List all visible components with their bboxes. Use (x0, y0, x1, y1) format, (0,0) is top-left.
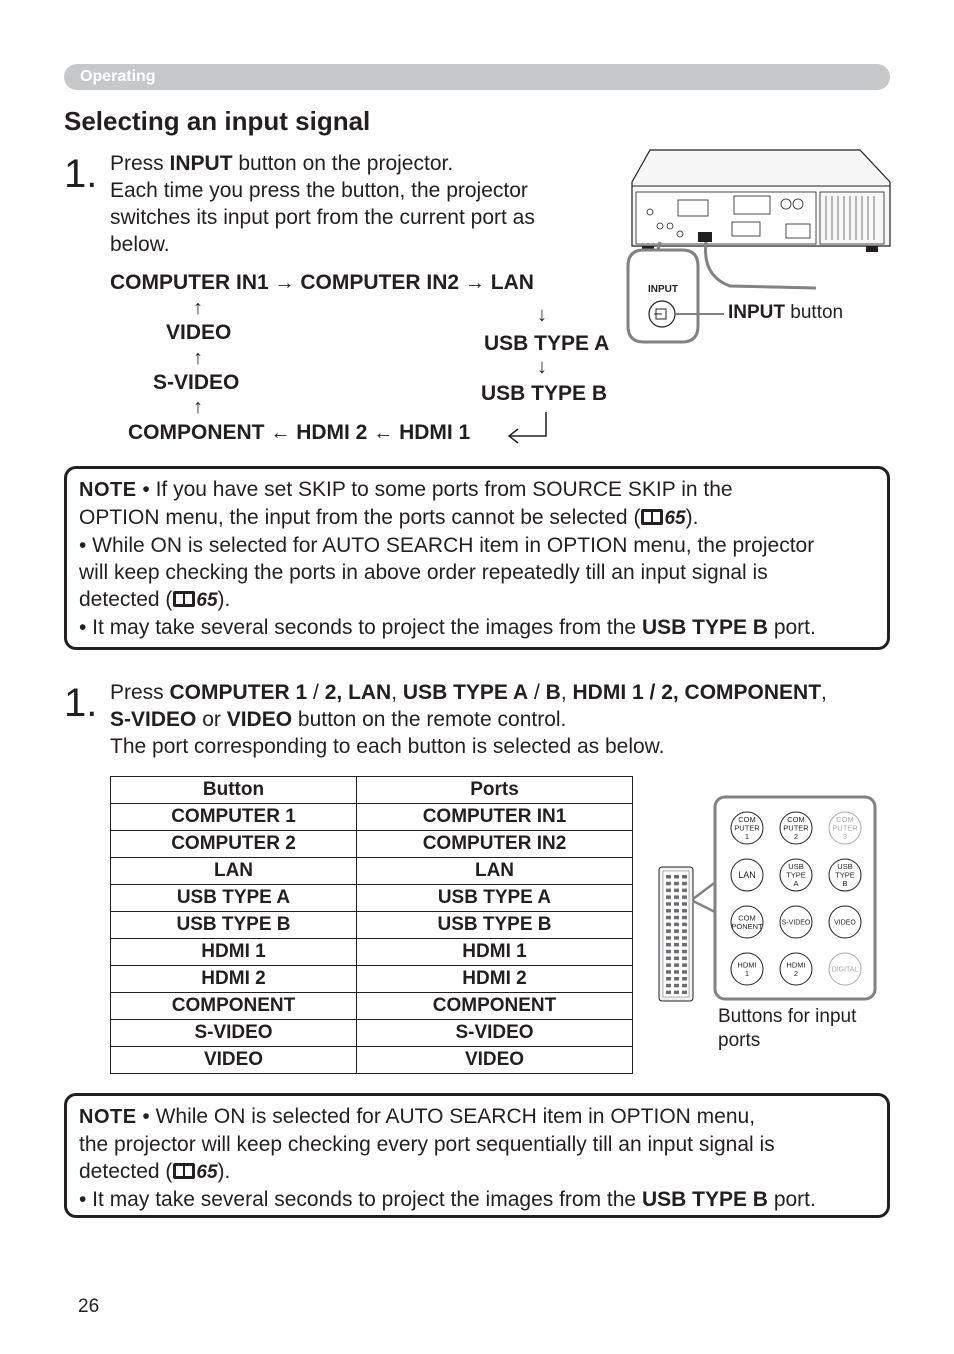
button-cell: USB TYPE B (111, 912, 357, 939)
note2-text: • It may take several seconds to project the images from the (79, 1188, 642, 1211)
flow-usb-b: USB TYPE B (481, 382, 608, 405)
flow-hdmi1: HDMI 1 (399, 421, 471, 444)
port-cell: HDMI 2 (357, 966, 633, 993)
mini-remote-key (682, 902, 687, 906)
mini-remote-key (682, 923, 687, 927)
input-key-label: INPUT (648, 284, 678, 295)
mini-remote-key (666, 923, 671, 927)
down-arrow-icon: ↓ (537, 356, 547, 378)
mini-remote-key (682, 936, 687, 940)
mini-remote-key (666, 916, 671, 920)
flow-row-bottom (128, 421, 470, 445)
table-row (111, 993, 633, 1020)
button-cell: USB TYPE A (111, 885, 357, 912)
step1-line4: below. (110, 233, 170, 256)
remote-button-label: COM (787, 815, 805, 825)
remote-button-label: 1 (744, 832, 750, 842)
mini-remote-key (674, 875, 679, 879)
mini-remote-key (666, 882, 671, 886)
right-arrow-icon: → (274, 272, 295, 294)
note2-text: • While ON is selected for AUTO SEARCH item in OPTION menu, (136, 1105, 756, 1128)
mini-remote-key (674, 977, 679, 981)
remote-button-label: PUTER (832, 823, 858, 833)
note2-text: detected ( (79, 1160, 173, 1183)
step-number: 1. (64, 681, 98, 725)
mini-remote-key (666, 957, 671, 961)
input-caption-rest: button (785, 302, 844, 323)
mini-remote-key (666, 943, 671, 947)
note1-text: • If you have set SKIP to some ports from SOURCE SKIP in the (136, 478, 733, 501)
section-header-bar (64, 64, 890, 90)
mini-remote-key (666, 950, 671, 954)
remote-button-label: HDMI (737, 960, 757, 970)
right-arrow-icon: → (464, 272, 485, 294)
mini-remote-key (666, 889, 671, 893)
table-header-cell: Ports (357, 777, 633, 804)
remote-button-label: S-VIDEO (781, 919, 811, 927)
return-arrow-icon (506, 410, 550, 446)
mini-remote-key (666, 977, 671, 981)
mini-remote-key (682, 889, 687, 893)
step2-bold: COMPUTER 1 (169, 681, 308, 704)
button-cell: HDMI 2 (111, 966, 357, 993)
step1-text-a: Press (110, 152, 170, 175)
mini-remote-key (674, 882, 679, 886)
input-button-caption (728, 302, 843, 324)
note2-text: the projector will keep checking every port sequentially till an input signal is (79, 1133, 775, 1156)
note1-bold: USB TYPE B (641, 616, 768, 639)
mini-remote-key (682, 984, 687, 988)
note1-text: OPTION menu, the input from the ports cannot be selected ( (79, 506, 641, 529)
down-arrow-icon: ↓ (537, 304, 547, 326)
step2-text (110, 679, 900, 760)
remote-button-label: PONENT (731, 921, 763, 931)
step2-bold: VIDEO (226, 708, 293, 731)
flow-component: COMPONENT (128, 421, 265, 444)
step2-text: button on the remote control. (292, 708, 567, 731)
step2-text: , (560, 681, 573, 704)
input-bold: INPUT (169, 152, 233, 175)
mini-remote-key (682, 882, 687, 886)
remote-button-label: PUTER (734, 823, 760, 833)
mini-remote-key (666, 936, 671, 940)
mini-remote-key (674, 909, 679, 913)
mini-remote-key (666, 909, 671, 913)
remote-button-label: 1 (744, 968, 750, 978)
table-row (111, 1047, 633, 1074)
step2-text: , (391, 681, 403, 704)
table-row (111, 966, 633, 993)
mini-remote-key (674, 963, 679, 967)
section-header-label: Operating (80, 68, 156, 85)
flow-usb-a: USB TYPE A (484, 332, 610, 355)
mini-remote-key (682, 970, 687, 974)
table-header-row (111, 777, 633, 804)
mini-remote-key (682, 875, 687, 879)
mini-remote-key (682, 950, 687, 954)
note2-text: port. (767, 1188, 816, 1211)
button-cell: COMPUTER 2 (111, 831, 357, 858)
step2-text: / (528, 681, 546, 704)
step2-text: , (821, 681, 827, 704)
remote-button-label: PUTER (783, 823, 809, 833)
mini-remote-key (682, 963, 687, 967)
port-cell: USB TYPE A (357, 885, 633, 912)
mini-remote-key (674, 970, 679, 974)
port-cell: VIDEO (357, 1047, 633, 1074)
remote-button-label: B (842, 879, 848, 889)
step2-bold: USB TYPE A (402, 681, 529, 704)
mini-remote-key (666, 984, 671, 988)
remote-caption (718, 1005, 856, 1053)
port-cell: LAN (357, 858, 633, 885)
mini-remote-key (666, 902, 671, 906)
book-reference-icon (640, 508, 664, 526)
note-box (64, 1093, 890, 1218)
left-arrow-icon: ← (373, 422, 394, 444)
step1-text (110, 150, 590, 258)
remote-button-label: USB (788, 862, 804, 872)
book-reference-icon (172, 1162, 196, 1180)
remote-button-label: USB (837, 862, 853, 872)
remote-button-label: A (793, 879, 799, 889)
remote-button-label: VIDEO (834, 919, 856, 927)
port-cell: COMPONENT (357, 993, 633, 1020)
remote-button-label: COM (738, 815, 756, 825)
page-reference: 65 (196, 590, 218, 611)
page-number: 26 (78, 1296, 100, 1317)
port-cell: COMPUTER IN2 (357, 831, 633, 858)
table-row (111, 858, 633, 885)
up-arrow-icon: ↑ (193, 297, 203, 319)
step1-line3: switches its input port from the current port as (110, 206, 535, 229)
page-title: Selecting an input signal (64, 106, 371, 136)
flow-computer-in1: COMPUTER IN1 (110, 271, 269, 294)
mini-remote-key (674, 957, 679, 961)
table-row (111, 939, 633, 966)
mini-remote-key (674, 902, 679, 906)
mini-remote-key (674, 889, 679, 893)
step2-bold: S-VIDEO (110, 708, 197, 731)
remote-caption-line1: Buttons for input (718, 1006, 857, 1027)
table-row (111, 804, 633, 831)
table-row (111, 912, 633, 939)
flow-hdmi2: HDMI 2 (296, 421, 368, 444)
note-box (64, 466, 890, 650)
page-reference: 65 (196, 1162, 218, 1183)
button-cell: LAN (111, 858, 357, 885)
mini-remote-key (674, 923, 679, 927)
button-cell: S-VIDEO (111, 1020, 357, 1047)
note1-text: port. (767, 616, 816, 639)
table-row (111, 831, 633, 858)
note-label: NOTE (79, 479, 137, 501)
note1-text: • While ON is selected for AUTO SEARCH item in OPTION menu, the projector (79, 534, 815, 557)
mini-remote-key (682, 957, 687, 961)
note1-text: ). (685, 506, 699, 529)
mini-remote-key (682, 929, 687, 933)
remote-button-label: 2 (793, 832, 799, 842)
flow-s-video: S-VIDEO (153, 371, 240, 394)
step2-text: Press (110, 681, 170, 704)
remote-button-label: 2 (793, 968, 799, 978)
remote-button-label: LAN (738, 870, 756, 881)
note2-text: ). (217, 1160, 231, 1183)
left-arrow-icon: ← (270, 422, 291, 444)
step2-bold: 2, LAN (324, 681, 392, 704)
button-cell: HDMI 1 (111, 939, 357, 966)
step-number: 1. (64, 152, 98, 196)
table-row (111, 1020, 633, 1047)
remote-button-label: TYPE (835, 870, 855, 880)
button-cell: VIDEO (111, 1047, 357, 1074)
remote-button-label: COM (836, 815, 854, 825)
remote-button-label: COM (738, 913, 756, 923)
mini-remote-key (682, 909, 687, 913)
step1-line2: Each time you press the button, the projector (110, 179, 528, 202)
note1-text: • It may take several seconds to project the images from the (79, 616, 642, 639)
mini-remote-key (674, 950, 679, 954)
mini-remote-key (666, 963, 671, 967)
table-header-cell: Button (111, 777, 357, 804)
flow-computer-in2: COMPUTER IN2 (300, 271, 460, 294)
remote-button-label: 3 (842, 832, 848, 842)
mini-remote-key (674, 984, 679, 988)
mini-remote-key (666, 970, 671, 974)
button-cell: COMPONENT (111, 993, 357, 1020)
mini-remote-key (682, 977, 687, 981)
flow-row-top (110, 271, 534, 295)
up-arrow-icon: ↑ (193, 396, 203, 418)
note1-text: detected ( (79, 588, 173, 611)
note-label: NOTE (79, 1106, 137, 1128)
step2-text: or (196, 708, 227, 731)
flow-lan: LAN (490, 271, 534, 294)
mini-remote-key (682, 991, 687, 995)
step2-line3: The port corresponding to each button is selected as below. (110, 735, 665, 758)
mini-remote-key (674, 916, 679, 920)
remote-illustration (655, 795, 880, 1005)
mini-remote-key (674, 943, 679, 947)
page-reference: 65 (664, 508, 686, 529)
port-cell: COMPUTER IN1 (357, 804, 633, 831)
step2-bold: HDMI 1 / 2, COMPONENT (572, 681, 822, 704)
mini-remote-key (682, 895, 687, 899)
up-arrow-icon: ↑ (193, 347, 203, 369)
remote-button-label: HDMI (786, 960, 806, 970)
mini-remote-key (674, 936, 679, 940)
mini-remote-key (666, 875, 671, 879)
step1-text-b: button on the projector. (232, 152, 454, 175)
ports-table (110, 776, 633, 1074)
port-cell: USB TYPE B (357, 912, 633, 939)
mini-remote-key (682, 916, 687, 920)
mini-remote-key (666, 895, 671, 899)
remote-button-label: TYPE (786, 870, 806, 880)
flow-video: VIDEO (166, 321, 232, 344)
port-cell: S-VIDEO (357, 1020, 633, 1047)
mini-remote-key (674, 895, 679, 899)
mini-remote-key (674, 929, 679, 933)
note1-text: will keep checking the ports in above order repeatedly till an input signal is (79, 561, 768, 584)
input-caption-bold: INPUT (728, 302, 785, 323)
mini-remote-key (666, 929, 671, 933)
note1-text: ). (217, 588, 231, 611)
table-row (111, 885, 633, 912)
step2-bold: B (545, 681, 561, 704)
remote-caption-line2: ports (718, 1030, 761, 1051)
port-cell: HDMI 1 (357, 939, 633, 966)
mini-remote-key (674, 991, 679, 995)
step2-text: / (307, 681, 325, 704)
remote-button-label: DIGITAL (831, 966, 859, 974)
button-cell: COMPUTER 1 (111, 804, 357, 831)
mini-remote-key (682, 943, 687, 947)
note2-bold: USB TYPE B (641, 1188, 768, 1211)
book-reference-icon (172, 590, 196, 608)
mini-remote-key (666, 991, 671, 995)
